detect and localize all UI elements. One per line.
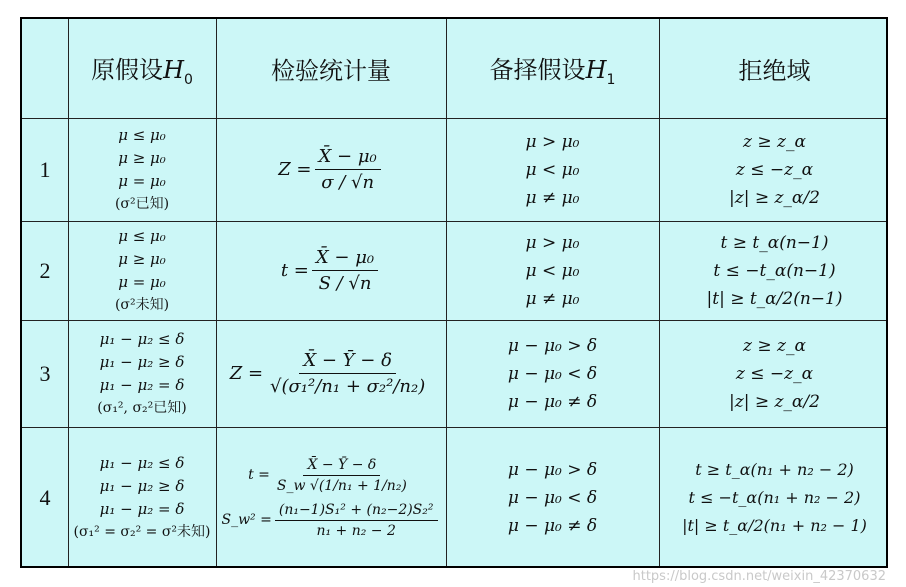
h1-line: μ > μ₀ bbox=[525, 232, 580, 253]
h0-line: μ = μ₀ bbox=[118, 171, 166, 190]
rejection-region-cell bbox=[659, 118, 890, 221]
h0-line: μ ≥ μ₀ bbox=[118, 249, 166, 268]
h0-line: μ ≤ μ₀ bbox=[118, 125, 166, 144]
reject-line: z ≤ −z_α bbox=[735, 363, 814, 384]
pooled-variance-formula bbox=[221, 502, 440, 539]
h0-condition: (σ²已知) bbox=[114, 195, 170, 212]
header-null-sub: 0 bbox=[184, 71, 193, 88]
reject-line: |t| ≥ t_α/2(n₁ + n₂ − 1) bbox=[682, 515, 867, 535]
formula-denominator: n₁ + n₂ − 2 bbox=[316, 522, 396, 539]
h1-line: μ − μ₀ > δ bbox=[507, 335, 598, 356]
alt-hypothesis-cell bbox=[446, 427, 659, 568]
reject-line: t ≥ t_α(n₁ + n₂ − 2) bbox=[695, 459, 854, 479]
h1-line: μ ≠ μ₀ bbox=[525, 187, 580, 208]
header-rejection-region: 拒绝域 bbox=[738, 57, 811, 85]
hypothesis-test-table bbox=[20, 17, 888, 568]
null-hypothesis-cell bbox=[68, 427, 216, 568]
h0-line: μ ≤ μ₀ bbox=[118, 226, 166, 245]
formula-fraction bbox=[266, 350, 429, 397]
reject-line: z ≥ z_α bbox=[743, 335, 806, 356]
formula-numerator: X̄ − μ₀ bbox=[312, 247, 378, 271]
h1-line: μ − μ₀ > δ bbox=[507, 459, 598, 480]
h0-line: μ = μ₀ bbox=[118, 272, 166, 291]
h0-condition: (σ₁² = σ₂² = σ²未知) bbox=[73, 523, 211, 540]
reject-line: |z| ≥ z_α/2 bbox=[729, 391, 820, 412]
test-statistic-cell bbox=[216, 118, 446, 221]
null-hypothesis-cell bbox=[68, 221, 216, 320]
h0-line: μ ≥ μ₀ bbox=[118, 148, 166, 167]
test-statistic-cell bbox=[216, 221, 446, 320]
formula-lhs: t = bbox=[280, 260, 309, 281]
formula-denominator: σ / √n bbox=[321, 172, 375, 193]
h0-line: μ₁ − μ₂ ≥ δ bbox=[99, 476, 185, 495]
row-number: 2 bbox=[39, 257, 51, 283]
alt-hypothesis-cell bbox=[446, 118, 659, 221]
header-empty bbox=[22, 19, 68, 118]
h0-line: μ₁ − μ₂ = δ bbox=[99, 499, 185, 518]
row-number: 1 bbox=[39, 156, 51, 182]
alt-hypothesis-cell bbox=[446, 320, 659, 427]
formula-lhs: t = bbox=[248, 467, 270, 483]
formula-denominator: S_w √(1/n₁ + 1/n₂) bbox=[276, 477, 407, 494]
null-hypothesis-cell bbox=[68, 118, 216, 221]
h1-line: μ − μ₀ ≠ δ bbox=[507, 391, 598, 412]
formula-fraction bbox=[315, 146, 381, 193]
statistic-formula bbox=[248, 457, 414, 494]
formula-fraction bbox=[275, 502, 438, 539]
h0-condition: (σ²未知) bbox=[114, 296, 170, 313]
reject-line: t ≤ −t_α(n−1) bbox=[713, 260, 836, 281]
h1-line: μ − μ₀ < δ bbox=[507, 363, 598, 384]
formula-lhs: Z = bbox=[229, 363, 264, 384]
formula-lhs: S_w² = bbox=[221, 512, 272, 528]
h0-line: μ₁ − μ₂ ≤ δ bbox=[99, 329, 185, 348]
formula-fraction bbox=[312, 247, 378, 294]
formula-numerator: (n₁−1)S₁² + (n₂−2)S₂² bbox=[275, 502, 438, 521]
reject-line: |t| ≥ t_α/2(n−1) bbox=[706, 288, 843, 309]
row-number: 3 bbox=[39, 360, 51, 386]
h1-line: μ − μ₀ ≠ δ bbox=[507, 515, 598, 536]
header-alt-sub: 1 bbox=[606, 71, 616, 88]
h1-line: μ ≠ μ₀ bbox=[525, 288, 580, 309]
rejection-region-cell bbox=[659, 427, 890, 568]
h0-condition: (σ₁², σ₂²已知) bbox=[97, 399, 187, 416]
reject-line: t ≥ t_α(n−1) bbox=[720, 232, 829, 253]
header-alt-text: 备择假设 bbox=[489, 55, 586, 84]
statistic-formula bbox=[278, 146, 384, 193]
h0-line: μ₁ − μ₂ = δ bbox=[99, 375, 185, 394]
formula-numerator: X̄ − Ȳ − δ bbox=[299, 350, 396, 374]
rejection-region-cell bbox=[659, 221, 890, 320]
h1-line: μ − μ₀ < δ bbox=[507, 487, 598, 508]
statistic-formula bbox=[230, 350, 433, 397]
test-statistic-cell bbox=[216, 427, 446, 568]
formula-numerator: X̄ − μ₀ bbox=[315, 146, 381, 170]
h1-line: μ < μ₀ bbox=[525, 159, 580, 180]
row-number: 4 bbox=[39, 484, 51, 510]
formula-denominator: S / √n bbox=[318, 273, 372, 294]
formula-lhs: Z = bbox=[278, 159, 312, 180]
formula-numerator: X̄ − Ȳ − δ bbox=[303, 457, 380, 476]
header-alt-hypothesis bbox=[446, 19, 659, 118]
header-null-text: 原假设 bbox=[91, 55, 164, 84]
header-alt-symbol: H bbox=[585, 55, 607, 84]
h1-line: μ < μ₀ bbox=[525, 260, 580, 281]
reject-line: z ≥ z_α bbox=[743, 131, 806, 152]
watermark: https://blog.csdn.net/weixin_42370632 bbox=[632, 569, 886, 584]
reject-line: z ≤ −z_α bbox=[735, 159, 814, 180]
header-null-hypothesis bbox=[68, 19, 216, 118]
h0-line: μ₁ − μ₂ ≥ δ bbox=[99, 352, 185, 371]
header-test-statistic: 检验统计量 bbox=[271, 57, 391, 85]
reject-line: |z| ≥ z_α/2 bbox=[729, 187, 820, 208]
h1-line: μ > μ₀ bbox=[525, 131, 580, 152]
rejection-region-cell bbox=[659, 320, 890, 427]
reject-line: t ≤ −t_α(n₁ + n₂ − 2) bbox=[688, 487, 861, 507]
formula-denominator: √(σ₁²/n₁ + σ₂²/n₂) bbox=[270, 376, 426, 397]
statistic-formula bbox=[281, 247, 381, 294]
null-hypothesis-cell bbox=[68, 320, 216, 427]
alt-hypothesis-cell bbox=[446, 221, 659, 320]
h0-line: μ₁ − μ₂ ≤ δ bbox=[99, 453, 185, 472]
header-null-symbol: H bbox=[163, 55, 184, 84]
test-statistic-cell bbox=[216, 320, 446, 427]
formula-fraction bbox=[273, 457, 411, 494]
